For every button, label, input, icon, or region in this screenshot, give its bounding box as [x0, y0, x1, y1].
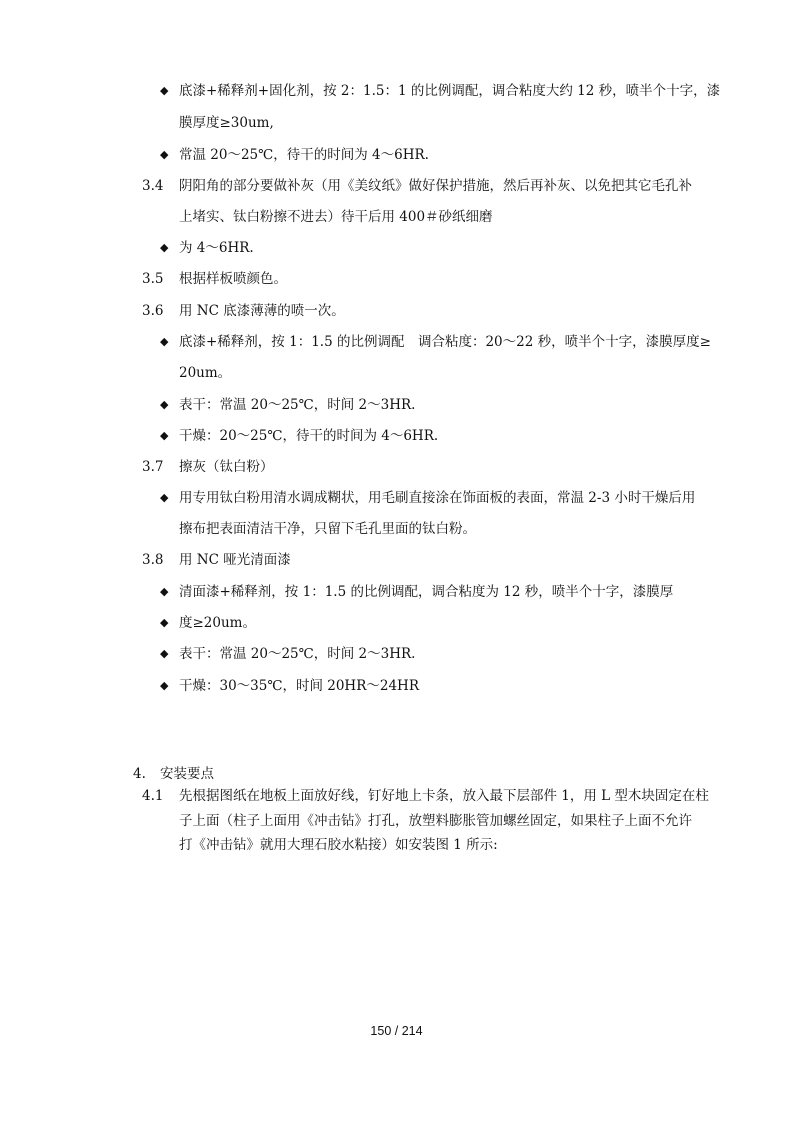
bullet-icon: ◆ [160, 398, 169, 411]
section-number: 3.8 [142, 552, 164, 568]
text-line: 阴阳角的部分要做补灰（用《美纹纸》做好保护措施，然后再补灰、以免把其它毛孔补 [179, 178, 692, 194]
bullet-icon: ◆ [160, 84, 169, 97]
section-number: 4.1 [142, 788, 164, 804]
text-line: 表干：常温 20～25℃，时间 2～3HR. [179, 397, 416, 413]
section-number: 3.7 [142, 459, 164, 475]
text-line: 用专用钛白粉用清水调成糊状，用毛刷直接涂在饰面板的表面，常温 2-3 小时干燥后用 [179, 490, 696, 506]
text-line: 上堵实、钛白粉擦不进去）待干后用 400＃砂纸细磨 [179, 209, 493, 225]
bullet-icon: ◆ [160, 148, 169, 161]
text-line: 底漆+稀释剂，按 1：1.5 的比例调配 调合粘度：20～22 秒，喷半个十字，漆膜厚度≥ [179, 334, 711, 350]
text-line: 干燥：30～35℃，时间 20HR～24HR [179, 678, 419, 694]
bullet-icon: ◆ [160, 647, 169, 660]
text-line: 20um。 [179, 365, 232, 381]
bullet-icon: ◆ [160, 585, 169, 598]
text-line: 先根据图纸在地板上面放好线，钉好地上卡条，放入最下层部件 1，用 L 型木块固定在柱 [179, 788, 709, 804]
bullet-icon: ◆ [160, 241, 169, 254]
text-line: 用 NC 哑光清面漆 [179, 552, 291, 568]
section-number: 3.6 [142, 303, 164, 319]
text-line: 底漆+稀释剂+固化剂，按 2：1.5：1 的比例调配，调合粘度大约 12 秒，喷半个十字，漆 [179, 83, 721, 99]
text-line: 根据样板喷颜色。 [179, 271, 287, 287]
text-line: 常温 20～25℃，待干的时间为 4～6HR. [179, 147, 429, 163]
text-line: 子上面（柱子上面用《冲击钻》打孔，放塑料膨胀管加螺丝固定，如果柱子上面不允许 [179, 813, 692, 829]
bullet-icon: ◆ [160, 335, 169, 348]
bullet-icon: ◆ [160, 429, 169, 442]
section-number: 3.5 [142, 271, 164, 287]
text-line: 擦布把表面清洁干净，只留下毛孔里面的钛白粉。 [179, 521, 476, 537]
text-line: 膜厚度≥30um, [179, 115, 274, 131]
section-number: 3.4 [142, 178, 164, 194]
text-line: 干燥：20～25℃，待干的时间为 4～6HR. [179, 428, 439, 444]
page-number: 150 / 214 [370, 1024, 423, 1038]
text-line: 打《冲击钻》就用大理石胶水粘接）如安装图 1 所示: [179, 837, 498, 853]
section-heading: 安装要点 [160, 766, 214, 782]
bullet-icon: ◆ [160, 491, 169, 504]
bullet-icon: ◆ [160, 679, 169, 692]
text-line: 度≥20um。 [179, 615, 256, 631]
section-number: 4. [133, 766, 146, 782]
text-line: 擦灰（钛白粉） [179, 459, 274, 475]
bullet-icon: ◆ [160, 616, 169, 629]
text-line: 清面漆+稀释剂，按 1：1.5 的比例调配，调合粘度为 12 秒，喷半个十字，漆膜厚 [179, 584, 674, 600]
text-line: 用 NC 底漆薄薄的喷一次。 [179, 303, 345, 319]
text-line: 为 4～6HR. [179, 240, 254, 256]
text-line: 表干：常温 20～25℃，时间 2～3HR. [179, 646, 416, 662]
